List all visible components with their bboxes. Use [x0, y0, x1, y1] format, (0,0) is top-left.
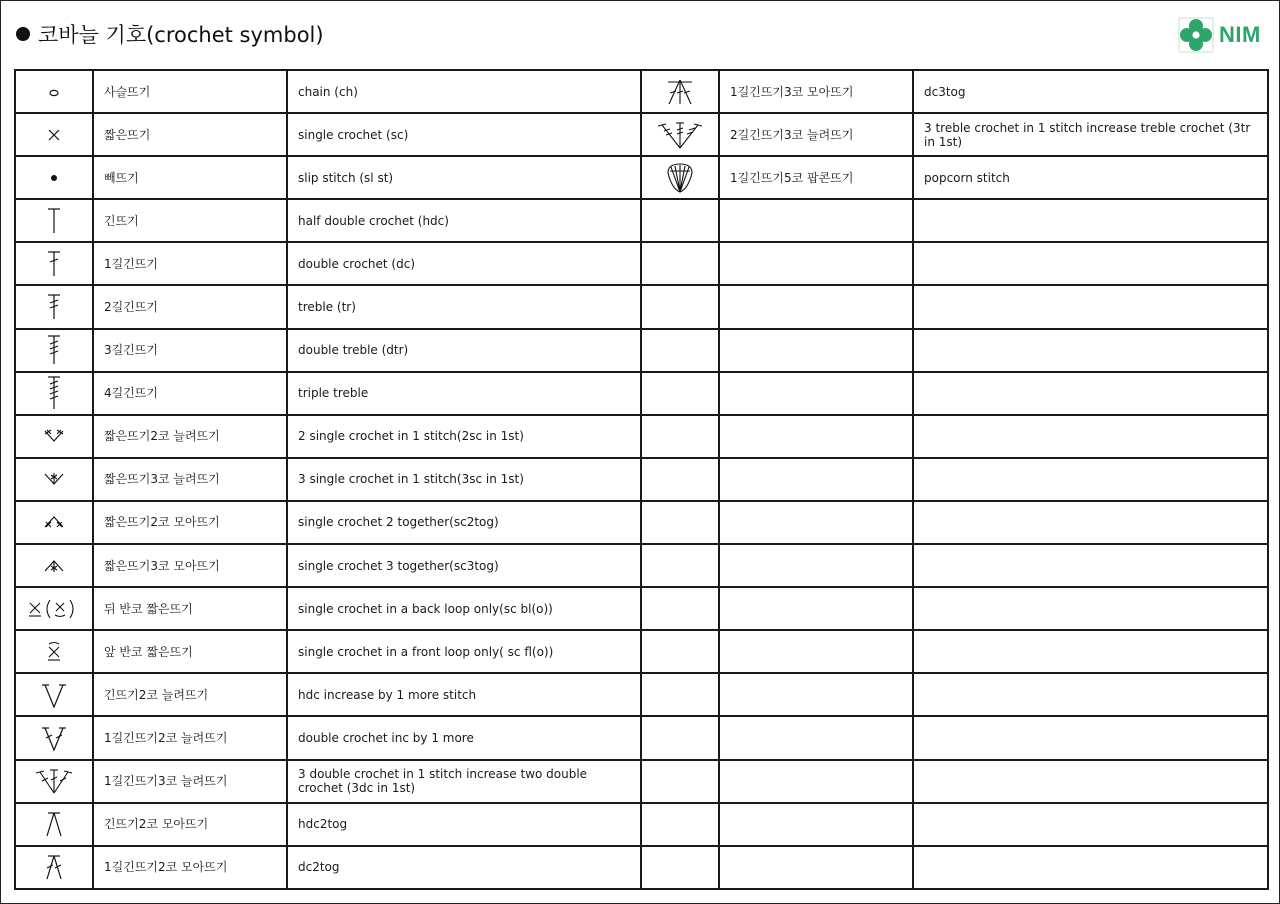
korean-name: 짧은뜨기2코 모아뜨기	[93, 501, 287, 544]
korean-name: 긴뜨기2코 늘려뜨기	[93, 673, 287, 716]
table-row	[15, 70, 1268, 113]
symbol-cell	[15, 113, 93, 156]
empty-cell	[641, 846, 719, 889]
empty-cell	[719, 501, 913, 544]
flower-logo-icon	[1178, 17, 1214, 53]
empty-cell	[641, 285, 719, 328]
symbol-cell	[15, 458, 93, 501]
chain-icon	[34, 77, 74, 107]
dc3tog-icon	[660, 77, 700, 107]
table-row	[15, 199, 1268, 242]
brand-logo	[1178, 17, 1261, 53]
empty-cell	[641, 760, 719, 803]
table-row	[15, 329, 1268, 372]
empty-cell	[913, 285, 1268, 328]
empty-cell	[641, 544, 719, 587]
table-row	[15, 156, 1268, 199]
empty-cell	[719, 372, 913, 415]
empty-cell	[719, 329, 913, 372]
empty-cell	[641, 501, 719, 544]
symbol-cell	[15, 285, 93, 328]
empty-cell	[913, 242, 1268, 285]
english-name: 3 treble crochet in 1 stitch increase treble crochet (3tr in 1st)	[913, 113, 1268, 156]
dc-3-inc-icon	[32, 765, 76, 797]
symbol-cell	[15, 501, 93, 544]
symbol-cell	[15, 372, 93, 415]
popcorn-stitch-icon	[660, 161, 700, 195]
english-name: treble (tr)	[287, 285, 641, 328]
english-name: double crochet (dc)	[287, 242, 641, 285]
symbol-cell	[15, 803, 93, 846]
symbol-table	[14, 69, 1269, 890]
korean-name: 긴뜨기	[93, 199, 287, 242]
empty-cell	[913, 673, 1268, 716]
empty-cell	[913, 458, 1268, 501]
empty-cell	[913, 630, 1268, 673]
symbol-cell	[15, 760, 93, 803]
english-name: triple treble	[287, 372, 641, 415]
empty-cell	[719, 630, 913, 673]
table-row	[15, 673, 1268, 716]
english-name: single crochet in a front loop only( sc fl(o))	[287, 630, 641, 673]
empty-cell	[719, 199, 913, 242]
sc-3-inc-icon	[34, 464, 74, 494]
english-name: single crochet 3 together(sc3tog)	[287, 544, 641, 587]
empty-cell	[641, 458, 719, 501]
empty-cell	[641, 630, 719, 673]
symbol-cell	[15, 673, 93, 716]
table-row	[15, 544, 1268, 587]
korean-name: 짧은뜨기2코 늘려뜨기	[93, 415, 287, 458]
table-row	[15, 285, 1268, 328]
korean-name: 긴뜨기2코 모아뜨기	[93, 803, 287, 846]
empty-cell	[719, 803, 913, 846]
hdc2tog-icon	[34, 808, 74, 840]
korean-name: 4길긴뜨기	[93, 372, 287, 415]
empty-cell	[719, 544, 913, 587]
table-row	[15, 372, 1268, 415]
tr-3-inc-icon	[656, 120, 704, 150]
page-title	[16, 18, 324, 50]
english-name: slip stitch (sl st)	[287, 156, 641, 199]
korean-name: 1길긴뜨기2코 모아뜨기	[93, 846, 287, 889]
table-row	[15, 458, 1268, 501]
hdc-inc-icon	[34, 679, 74, 711]
empty-cell	[913, 501, 1268, 544]
page-title-text: 코바늘 기호(crochet symbol)	[38, 23, 324, 47]
bullet-icon	[16, 27, 30, 41]
empty-cell	[913, 846, 1268, 889]
symbol-cell	[15, 716, 93, 759]
sc-2-inc-icon	[34, 421, 74, 451]
symbol-cell	[15, 329, 93, 372]
table-row	[15, 846, 1268, 889]
korean-name: 사슬뜨기	[93, 70, 287, 113]
symbol-cell	[15, 242, 93, 285]
half-double-crochet-icon	[34, 204, 74, 238]
korean-name: 3길긴뜨기	[93, 329, 287, 372]
empty-cell	[719, 673, 913, 716]
dc-inc-icon	[34, 722, 74, 754]
english-name: double crochet inc by 1 more	[287, 716, 641, 759]
table-row	[15, 760, 1268, 803]
english-name: popcorn stitch	[913, 156, 1268, 199]
symbol-cell	[641, 113, 719, 156]
empty-cell	[641, 673, 719, 716]
empty-cell	[641, 803, 719, 846]
logo-text: NIM	[1219, 22, 1261, 47]
empty-cell	[719, 242, 913, 285]
symbol-cell	[641, 70, 719, 113]
empty-cell	[641, 242, 719, 285]
korean-name: 빼뜨기	[93, 156, 287, 199]
empty-cell	[913, 329, 1268, 372]
triple-treble-icon	[34, 374, 74, 412]
symbol-cell	[15, 156, 93, 199]
symbol-cell	[15, 544, 93, 587]
dc2tog-icon	[34, 851, 74, 883]
korean-name: 1길긴뜨기5코 팝콘뜨기	[719, 156, 913, 199]
empty-cell	[641, 415, 719, 458]
symbol-cell	[15, 415, 93, 458]
korean-name: 1길긴뜨기3코 모아뜨기	[719, 70, 913, 113]
empty-cell	[913, 760, 1268, 803]
empty-cell	[913, 587, 1268, 630]
empty-cell	[913, 199, 1268, 242]
empty-cell	[719, 587, 913, 630]
empty-cell	[913, 544, 1268, 587]
english-name: 3 single crochet in 1 stitch(3sc in 1st)	[287, 458, 641, 501]
empty-cell	[641, 587, 719, 630]
english-name: 3 double crochet in 1 stitch increase two double crochet (3dc in 1st)	[287, 760, 641, 803]
empty-cell	[719, 458, 913, 501]
table-row	[15, 803, 1268, 846]
double-treble-icon	[34, 332, 74, 368]
empty-cell	[641, 372, 719, 415]
english-name: hdc increase by 1 more stitch	[287, 673, 641, 716]
empty-cell	[719, 716, 913, 759]
table-row	[15, 587, 1268, 630]
english-name: half double crochet (hdc)	[287, 199, 641, 242]
korean-name: 뒤 반코 짧은뜨기	[93, 587, 287, 630]
symbol-cell	[15, 199, 93, 242]
korean-name: 2길긴뜨기3코 늘려뜨기	[719, 113, 913, 156]
english-name: single crochet (sc)	[287, 113, 641, 156]
table-row	[15, 242, 1268, 285]
double-crochet-icon	[34, 247, 74, 281]
english-name: single crochet 2 together(sc2tog)	[287, 501, 641, 544]
table-row	[15, 630, 1268, 673]
empty-cell	[641, 199, 719, 242]
english-name: hdc2tog	[287, 803, 641, 846]
korean-name: 1길긴뜨기	[93, 242, 287, 285]
korean-name: 앞 반코 짧은뜨기	[93, 630, 287, 673]
empty-cell	[719, 285, 913, 328]
korean-name: 짧은뜨기3코 모아뜨기	[93, 544, 287, 587]
symbol-cell	[15, 70, 93, 113]
english-name: dc2tog	[287, 846, 641, 889]
empty-cell	[913, 803, 1268, 846]
empty-cell	[719, 846, 913, 889]
symbol-cell	[15, 630, 93, 673]
korean-name: 짧은뜨기3코 늘려뜨기	[93, 458, 287, 501]
sc3tog-icon	[34, 551, 74, 581]
single-crochet-icon	[34, 120, 74, 150]
sc-back-loop-icon	[26, 594, 82, 624]
korean-name: 1길긴뜨기3코 늘려뜨기	[93, 760, 287, 803]
treble-icon	[34, 290, 74, 324]
english-name: chain (ch)	[287, 70, 641, 113]
table-row	[15, 113, 1268, 156]
korean-name: 짧은뜨기	[93, 113, 287, 156]
korean-name: 2길긴뜨기	[93, 285, 287, 328]
table-row	[15, 716, 1268, 759]
empty-cell	[913, 372, 1268, 415]
english-name: 2 single crochet in 1 stitch(2sc in 1st)	[287, 415, 641, 458]
symbol-cell	[641, 156, 719, 199]
sc-front-loop-icon	[34, 637, 74, 667]
korean-name: 1길긴뜨기2코 늘려뜨기	[93, 716, 287, 759]
table-row	[15, 501, 1268, 544]
empty-cell	[641, 716, 719, 759]
empty-cell	[719, 415, 913, 458]
symbol-cell	[15, 587, 93, 630]
empty-cell	[641, 329, 719, 372]
english-name: single crochet in a back loop only(sc bl(o))	[287, 587, 641, 630]
slip-stitch-icon	[34, 163, 74, 193]
sc2tog-icon	[34, 507, 74, 537]
english-name: double treble (dtr)	[287, 329, 641, 372]
empty-cell	[913, 716, 1268, 759]
symbol-cell	[15, 846, 93, 889]
english-name: dc3tog	[913, 70, 1268, 113]
table-row	[15, 415, 1268, 458]
empty-cell	[913, 415, 1268, 458]
empty-cell	[719, 760, 913, 803]
